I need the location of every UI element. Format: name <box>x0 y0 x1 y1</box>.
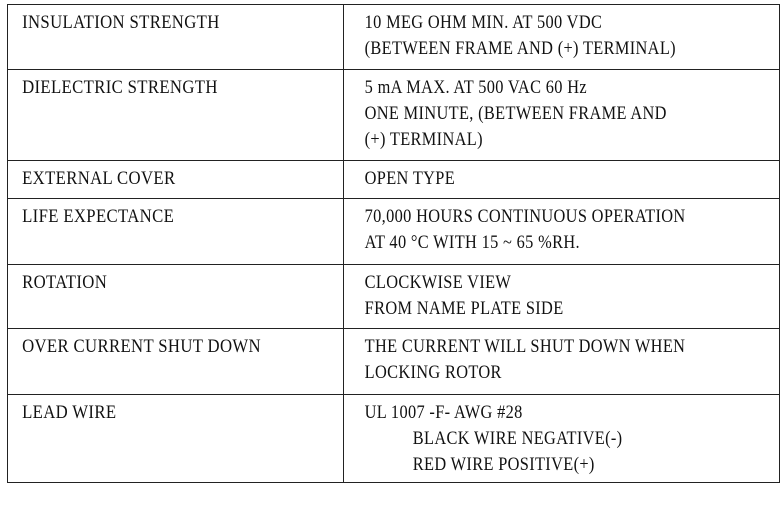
row-label: INSULATION STRENGTH <box>22 12 220 33</box>
row-label: EXTERNAL COVER <box>22 168 176 189</box>
value-line: UL 1007 -F- AWG #28 <box>364 402 523 423</box>
table-row-insulation-strength <box>8 5 780 70</box>
value-line: BLACK WIRE NEGATIVE(-) <box>412 428 623 449</box>
label-cell <box>8 265 344 329</box>
table-row-dielectric-strength <box>8 70 780 161</box>
row-label: ROTATION <box>22 272 108 293</box>
value-cell <box>344 395 780 483</box>
row-label: LIFE EXPECTANCE <box>22 206 175 227</box>
value-line: RED WIRE POSITIVE(+) <box>412 454 595 475</box>
value-line: THE CURRENT WILL SHUT DOWN WHEN <box>364 336 686 357</box>
value-line: 10 MEG OHM MIN. AT 500 VDC <box>364 12 603 33</box>
value-cell <box>344 199 780 265</box>
table-row-life-expectance <box>8 199 780 265</box>
label-cell <box>8 329 344 395</box>
spec-table <box>7 4 780 483</box>
value-line: FROM NAME PLATE SIDE <box>364 298 564 319</box>
row-label: DIELECTRIC STRENGTH <box>22 77 218 98</box>
value-line: 5 mA MAX. AT 500 VAC 60 Hz <box>364 77 587 98</box>
label-cell <box>8 199 344 265</box>
table-row-lead-wire <box>8 395 780 483</box>
row-label: OVER CURRENT SHUT DOWN <box>22 336 261 357</box>
value-cell <box>344 70 780 161</box>
value-line: (BETWEEN FRAME AND (+) TERMINAL) <box>364 38 676 59</box>
value-line: AT 40 °C WITH 15 ~ 65 %RH. <box>364 232 580 253</box>
value-cell <box>344 161 780 199</box>
label-cell <box>8 70 344 161</box>
value-cell <box>344 265 780 329</box>
value-line: CLOCKWISE VIEW <box>364 272 512 293</box>
value-line: LOCKING ROTOR <box>364 362 502 383</box>
label-cell <box>8 5 344 70</box>
label-cell <box>8 395 344 483</box>
row-label: LEAD WIRE <box>22 402 117 423</box>
table-row-over-current-shut-down <box>8 329 780 395</box>
table-row-rotation <box>8 265 780 329</box>
value-cell <box>344 5 780 70</box>
value-cell <box>344 329 780 395</box>
value-line: 70,000 HOURS CONTINUOUS OPERATION <box>364 206 686 227</box>
label-cell <box>8 161 344 199</box>
table-row-external-cover <box>8 161 780 199</box>
value-line: (+) TERMINAL) <box>364 129 483 150</box>
value-line: ONE MINUTE, (BETWEEN FRAME AND <box>364 103 667 124</box>
value-line: OPEN TYPE <box>364 168 456 189</box>
